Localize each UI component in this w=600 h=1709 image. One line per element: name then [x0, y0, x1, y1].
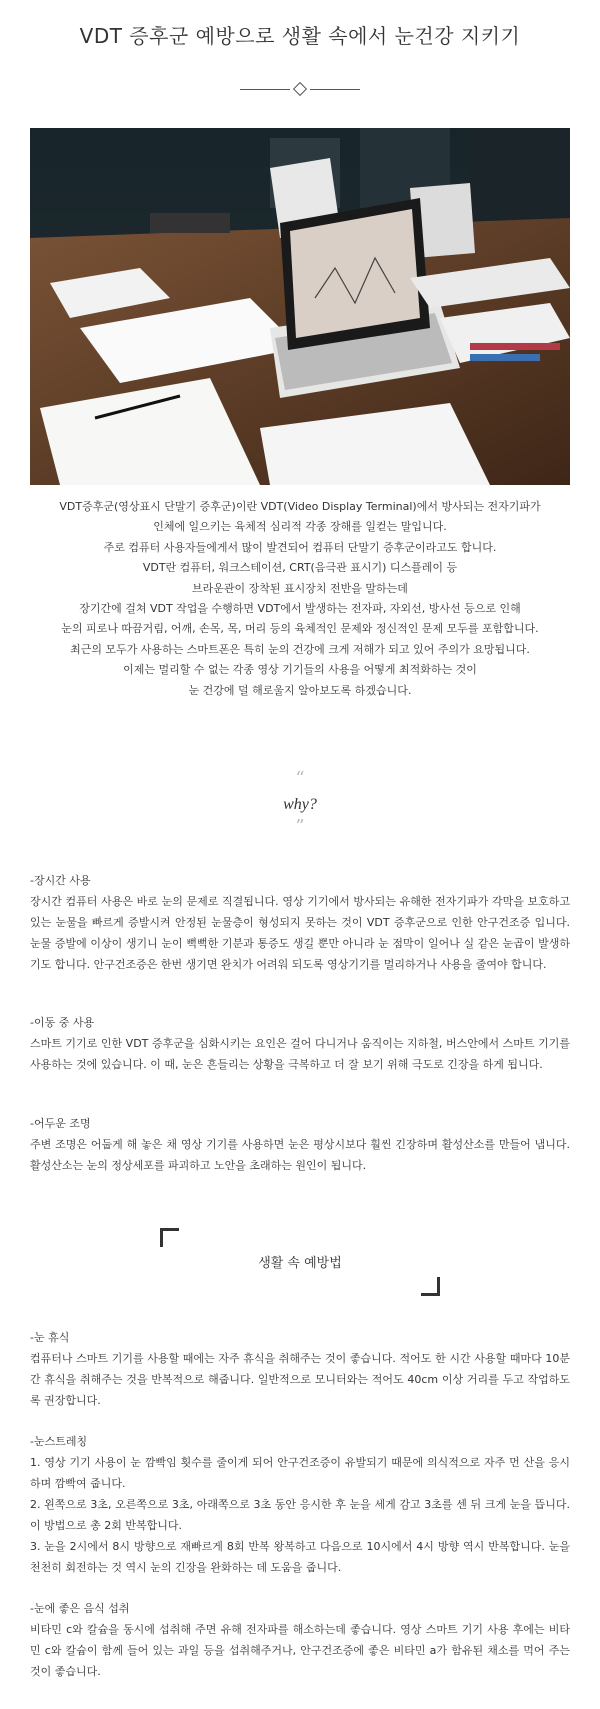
prevention-title-box — [160, 1228, 440, 1296]
cause-heading: -이동 중 사용 — [30, 1016, 95, 1029]
cause-long-use — [30, 870, 570, 975]
divider-line-right — [310, 89, 360, 90]
cause-body: 주변 조명은 어둡게 해 놓은 채 영상 기기를 사용하면 눈은 평상시보다 훨씬 긴장하며 활성산소를 만들어 냅니다. 활성산소는 눈의 정상세포를 파괴하고 노안을 초래하는 원인이 됩니다. — [30, 1138, 570, 1172]
cause-mobile-use — [30, 1012, 570, 1075]
prevention-heading: -눈 휴식 — [30, 1331, 70, 1344]
cause-heading: -장시간 사용 — [30, 874, 91, 887]
cause-body: 스마트 기기로 인한 VDT 증후군을 심화시키는 요인은 걸어 다니거나 움직이는 지하철, 버스안에서 스마트 기기를 사용하는 것에 있습니다. 이 때, 눈은 흔들리는 상황을 극복하고 더 잘 보기 위해 극도로 긴장을 하게 됩니다. — [30, 1037, 570, 1071]
intro-line: VDT증후군(영상표시 단말기 증후군)이란 VDT(Video Display Terminal)에서 방사되는 전자기파가 — [59, 500, 541, 513]
prevention-body: 컴퓨터나 스마트 기기를 사용할 때에는 자주 휴식을 취해주는 것이 좋습니다. 적어도 한 시간 사용할 때마다 10분간 휴식을 취해주는 것을 반복적으로 해줍니다. 일반적으로 모니터와는 적어도 40cm 이상 거리를 두고 작업하도록 권장합니다. — [30, 1352, 570, 1407]
corner-bracket-bottom-right — [421, 1277, 440, 1296]
intro-line: 주로 컴퓨터 사용자들에게서 많이 발견되어 컴퓨터 단말기 증후군이라고도 합니다. — [103, 540, 497, 554]
why-label: why? — [283, 796, 317, 813]
intro-line: 인체에 일으키는 육체적 심리적 각종 장해를 일컫는 말입니다. — [153, 520, 447, 534]
intro-line: 이제는 멀리할 수 없는 각종 영상 기기들의 사용을 어떻게 최적화하는 것이 — [123, 663, 477, 677]
divider-line-left — [240, 89, 290, 90]
prevention-rest — [30, 1327, 570, 1411]
stretch-item: 2. 왼쪽으로 3초, 오른쪽으로 3초, 아래쪽으로 3초 동안 응시한 후 눈을 세게 감고 3초를 센 뒤 크게 눈을 뜹니다. 이 방법으로 총 2회 반복합니다. — [30, 1498, 570, 1532]
intro-line: 장기간에 걸쳐 VDT 작업을 수행하면 VDT에서 발생하는 전자파, 자외선, 방사선 등으로 인해 — [79, 602, 521, 616]
laptop-desk-photo — [30, 128, 570, 485]
intro-line: 브라운관이 장착된 표시장치 전반을 말하는데 — [192, 581, 408, 595]
laptop-photo-illustration — [30, 128, 570, 485]
intro-line: 눈 건강에 덜 해로울지 알아보도록 하겠습니다. — [188, 683, 412, 697]
page-title: VDT 증후군 예방으로 생활 속에서 눈건강 지키기 — [79, 24, 521, 48]
intro-text — [30, 497, 570, 701]
why-heading — [0, 770, 600, 836]
cause-body: 장시간 컴퓨터 사용은 바로 눈의 문제로 직결됩니다. 영상 기기에서 방사되는 유해한 전자기파가 각막을 보호하고 있는 눈물을 빠르게 증발시켜 안정된 눈물층이 형성되지 못하는 것이 VDT 증후군으로 인한 안구건조증 입니다. 눈물 증발에 이상이 생기니 눈이 뻑뻑한 기분과 통증도 생길 뿐만 아니라 눈 점막이 일어나 실 같은 눈곱이 발생하기도 합니다. 안구건조증은 한번 생기면 완치가 어려워 되도록 영상기기를 멀리하거나 사용을 줄여야 합니다. — [30, 895, 570, 971]
prevention-title: 생활 속 예방법 — [258, 1256, 342, 1271]
intro-line: 눈의 피로나 따끔거림, 어깨, 손목, 목, 머리 등의 육체적인 문제와 정신적인 문제 모두를 포함합니다. — [61, 622, 539, 636]
prevention-food — [30, 1598, 570, 1682]
close-quote-icon: ” — [295, 816, 305, 837]
intro-line: 최근의 모두가 사용하는 스마트폰은 특히 눈의 건강에 크게 저해가 되고 있어 주의가 요망됩니다. — [70, 642, 530, 656]
stretch-item: 3. 눈을 2시에서 8시 방향으로 재빠르게 8회 반복 왕복하고 다음으로 10시에서 4시 방향 역시 반복합니다. 눈을 천천히 회전하는 것 역시 눈의 긴장을 완화하는 데 도움을 줍니다. — [30, 1540, 570, 1574]
corner-bracket-top-left — [160, 1228, 179, 1247]
stretch-item: 1. 영상 기기 사용이 눈 깜빡임 횟수를 줄이게 되어 안구건조증이 유발되기 때문에 의식적으로 자주 먼 산을 응시하며 깜빡여 줍니다. — [30, 1456, 570, 1490]
title-divider — [240, 84, 360, 96]
cause-heading: -어두운 조명 — [30, 1117, 91, 1130]
prevention-heading: -눈스트레칭 — [30, 1435, 88, 1448]
divider-diamond-icon — [293, 82, 307, 96]
intro-line: VDT란 컴퓨터, 워크스테이션, CRT(음극관 표시기) 디스플레이 등 — [142, 561, 458, 575]
open-quote-icon: “ — [295, 768, 305, 789]
prevention-heading: -눈에 좋은 음식 섭취 — [30, 1602, 130, 1615]
prevention-stretching — [30, 1431, 570, 1578]
cause-dark-lighting — [30, 1113, 570, 1176]
prevention-body: 비타민 c와 칼슘을 동시에 섭취해 주면 유해 전자파를 해소하는데 좋습니다. 영상 스마트 기기 사용 후에는 비타민 c와 칼슘이 함께 들어 있는 과일 등을 섭취해주거나, 안구건조증에 좋은 비타민 a가 함유된 채소를 먹어 주는 것이 좋습니다. — [30, 1623, 570, 1678]
